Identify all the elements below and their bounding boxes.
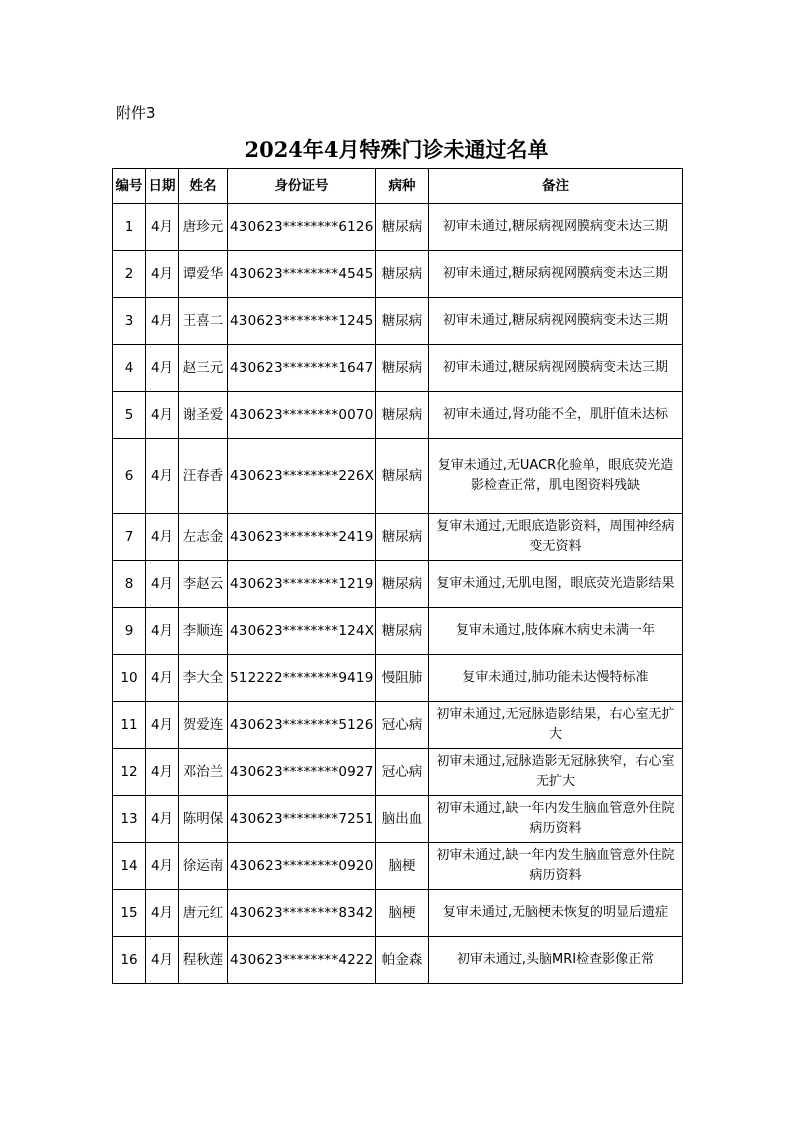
row-number: 9 xyxy=(113,608,146,655)
row-note: 初审未通过,糖尿病视网膜病变未达三期 xyxy=(429,251,683,298)
table-row xyxy=(113,749,683,796)
table-row xyxy=(113,608,683,655)
row-id-number: 430623********5126 xyxy=(228,702,376,749)
row-disease: 冠心病 xyxy=(376,702,429,749)
row-id-number: 430623********1245 xyxy=(228,298,376,345)
row-name: 唐元红 xyxy=(179,890,228,937)
table-row xyxy=(113,204,683,251)
row-note: 初审未通过,肾功能不全，肌肝值未达标 xyxy=(429,392,683,439)
row-id-number: 430623********6126 xyxy=(228,204,376,251)
row-name: 贺爱连 xyxy=(179,702,228,749)
row-id-number: 430623********8342 xyxy=(228,890,376,937)
row-note: 初审未通过,冠脉造影无冠脉狭窄，右心室无扩大 xyxy=(429,749,683,796)
row-disease: 糖尿病 xyxy=(376,251,429,298)
row-id-number: 512222********9419 xyxy=(228,655,376,702)
row-name: 唐珍元 xyxy=(179,204,228,251)
row-number: 6 xyxy=(113,439,146,514)
row-number: 15 xyxy=(113,890,146,937)
row-date: 4月 xyxy=(146,392,179,439)
row-number: 3 xyxy=(113,298,146,345)
row-disease: 脑梗 xyxy=(376,890,429,937)
table-row xyxy=(113,439,683,514)
row-name: 邓治兰 xyxy=(179,749,228,796)
header-date: 日期 xyxy=(146,169,179,204)
row-name: 谢圣爱 xyxy=(179,392,228,439)
row-disease: 糖尿病 xyxy=(376,514,429,561)
row-number: 1 xyxy=(113,204,146,251)
row-number: 14 xyxy=(113,843,146,890)
row-note: 初审未通过,糖尿病视网膜病变未达三期 xyxy=(429,345,683,392)
row-number: 8 xyxy=(113,561,146,608)
row-disease: 糖尿病 xyxy=(376,561,429,608)
row-disease: 糖尿病 xyxy=(376,392,429,439)
row-number: 10 xyxy=(113,655,146,702)
row-disease: 冠心病 xyxy=(376,749,429,796)
header-no: 编号 xyxy=(113,169,146,204)
row-id-number: 430623********1647 xyxy=(228,345,376,392)
row-id-number: 430623********2419 xyxy=(228,514,376,561)
header-disease: 病种 xyxy=(376,169,429,204)
row-id-number: 430623********1219 xyxy=(228,561,376,608)
row-date: 4月 xyxy=(146,561,179,608)
table-row xyxy=(113,392,683,439)
row-disease: 脑梗 xyxy=(376,843,429,890)
header-name: 姓名 xyxy=(179,169,228,204)
row-name: 陈明保 xyxy=(179,796,228,843)
row-disease: 慢阻肺 xyxy=(376,655,429,702)
row-date: 4月 xyxy=(146,251,179,298)
row-note: 初审未通过,糖尿病视网膜病变未达三期 xyxy=(429,298,683,345)
document-title: 2024年4月特殊门诊未通过名单 xyxy=(244,137,549,162)
table-row xyxy=(113,561,683,608)
row-name: 程秋莲 xyxy=(179,937,228,984)
table-header-row xyxy=(113,169,683,204)
row-name: 王喜二 xyxy=(179,298,228,345)
row-name: 赵三元 xyxy=(179,345,228,392)
table-row xyxy=(113,796,683,843)
row-disease: 糖尿病 xyxy=(376,439,429,514)
row-date: 4月 xyxy=(146,890,179,937)
row-date: 4月 xyxy=(146,204,179,251)
row-number: 16 xyxy=(113,937,146,984)
row-id-number: 430623********124X xyxy=(228,608,376,655)
table-row xyxy=(113,655,683,702)
header-id: 身份证号 xyxy=(228,169,376,204)
row-date: 4月 xyxy=(146,655,179,702)
row-name: 谭爱华 xyxy=(179,251,228,298)
table-row xyxy=(113,514,683,561)
row-disease: 糖尿病 xyxy=(376,345,429,392)
row-id-number: 430623********0927 xyxy=(228,749,376,796)
row-name: 李顺连 xyxy=(179,608,228,655)
row-date: 4月 xyxy=(146,298,179,345)
row-note: 复审未通过,肢体麻木病史未满一年 xyxy=(429,608,683,655)
row-name: 李大全 xyxy=(179,655,228,702)
row-number: 13 xyxy=(113,796,146,843)
row-disease: 帕金森 xyxy=(376,937,429,984)
row-note: 初审未通过,缺一年内发生脑血管意外住院病历资料 xyxy=(429,843,683,890)
row-date: 4月 xyxy=(146,937,179,984)
table-row xyxy=(113,702,683,749)
row-note: 初审未通过,无冠脉造影结果，右心室无扩大 xyxy=(429,702,683,749)
row-id-number: 430623********4222 xyxy=(228,937,376,984)
row-number: 2 xyxy=(113,251,146,298)
row-name: 左志金 xyxy=(179,514,228,561)
row-number: 7 xyxy=(113,514,146,561)
row-date: 4月 xyxy=(146,749,179,796)
row-name: 李赵云 xyxy=(179,561,228,608)
table-row xyxy=(113,937,683,984)
row-note: 复审未通过,无脑梗未恢复的明显后遗症 xyxy=(429,890,683,937)
row-note: 复审未通过,无肌电图，眼底荧光造影结果 xyxy=(429,561,683,608)
row-id-number: 430623********4545 xyxy=(228,251,376,298)
row-number: 11 xyxy=(113,702,146,749)
header-note: 备注 xyxy=(429,169,683,204)
row-date: 4月 xyxy=(146,796,179,843)
row-date: 4月 xyxy=(146,702,179,749)
row-note: 复审未通过,肺功能未达慢特标准 xyxy=(429,655,683,702)
row-date: 4月 xyxy=(146,843,179,890)
row-disease: 脑出血 xyxy=(376,796,429,843)
row-number: 12 xyxy=(113,749,146,796)
row-note: 初审未通过,糖尿病视网膜病变未达三期 xyxy=(429,204,683,251)
rejection-list-table xyxy=(112,168,683,984)
row-number: 5 xyxy=(113,392,146,439)
row-name: 汪春香 xyxy=(179,439,228,514)
row-id-number: 430623********226X xyxy=(228,439,376,514)
row-disease: 糖尿病 xyxy=(376,298,429,345)
row-disease: 糖尿病 xyxy=(376,608,429,655)
table-row xyxy=(113,843,683,890)
table-row xyxy=(113,890,683,937)
row-id-number: 430623********0920 xyxy=(228,843,376,890)
row-number: 4 xyxy=(113,345,146,392)
row-id-number: 430623********7251 xyxy=(228,796,376,843)
row-disease: 糖尿病 xyxy=(376,204,429,251)
row-date: 4月 xyxy=(146,608,179,655)
attachment-label: 附件3 xyxy=(116,104,156,122)
row-name: 徐运南 xyxy=(179,843,228,890)
row-note: 复审未通过,无眼底造影资料，周围神经病变无资料 xyxy=(429,514,683,561)
row-date: 4月 xyxy=(146,439,179,514)
row-date: 4月 xyxy=(146,345,179,392)
row-date: 4月 xyxy=(146,514,179,561)
row-note: 初审未通过,头脑MRI检查影像正常 xyxy=(429,937,683,984)
table-row xyxy=(113,345,683,392)
row-note: 复审未通过,无UACR化验单，眼底荧光造影检查正常，肌电图资料残缺 xyxy=(429,439,683,514)
table-row xyxy=(113,298,683,345)
row-id-number: 430623********0070 xyxy=(228,392,376,439)
row-note: 初审未通过,缺一年内发生脑血管意外住院病历资料 xyxy=(429,796,683,843)
table-row xyxy=(113,251,683,298)
